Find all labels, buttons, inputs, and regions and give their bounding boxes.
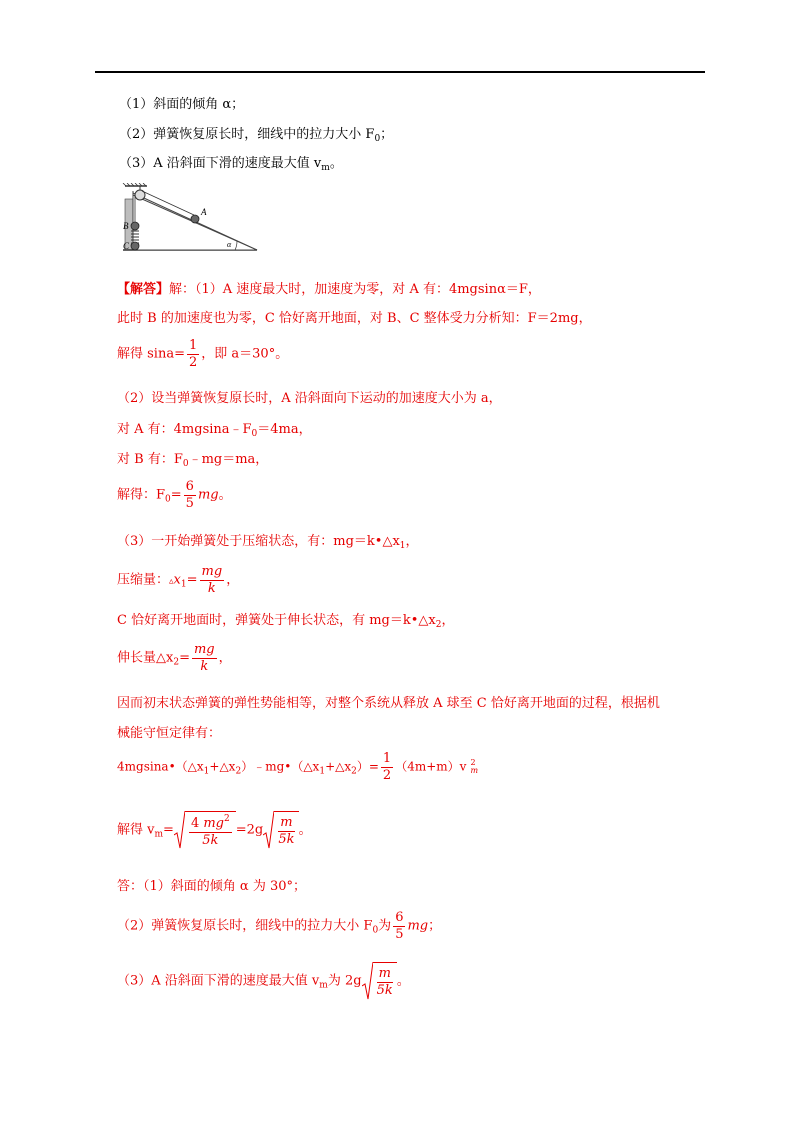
header-rule: [95, 71, 705, 73]
solution-line-7-end: 。: [218, 487, 232, 503]
frac-den: 5: [185, 495, 194, 511]
frac-num: 6: [395, 910, 404, 925]
frac-num: 1: [188, 338, 198, 353]
eq-part: +△x: [209, 759, 236, 774]
label-c: C: [123, 241, 130, 251]
solution-line-12: [117, 697, 660, 710]
answer-line-3-text: （3）A 沿斜面下滑的速度最大值 v: [117, 973, 320, 989]
superscript: 2: [470, 758, 476, 768]
frac-num: mg: [201, 564, 223, 579]
radical-sign: [263, 811, 274, 849]
solution-tag: 【解答】: [117, 282, 170, 297]
equals: =: [163, 822, 174, 838]
answer-word: 为: [378, 918, 392, 934]
solution-line-12-text: 因而初末状态弹簧的弹性势能相等，对整个系统从释放 A 球至 C 恰好离开地面的过程，根据机: [117, 696, 660, 711]
superscript: 2: [224, 813, 230, 824]
subscript: 2: [235, 766, 242, 777]
eq-part: ）﹣mg•（△x: [241, 759, 320, 774]
frac-den: 5k: [202, 832, 219, 848]
fraction-six-fifths: [184, 480, 196, 510]
mg-symbol: mg: [203, 815, 225, 831]
v-scripts: [470, 759, 478, 775]
solution-line-8: [117, 535, 419, 551]
radical-sign: [362, 962, 373, 1000]
mg-symbol: mg: [407, 918, 429, 934]
label-a: A: [201, 207, 207, 217]
solution-line-4: [117, 392, 502, 405]
radical-sign: [174, 811, 185, 849]
solution-line-10: [117, 614, 455, 630]
subscript: 2: [173, 657, 180, 668]
subscript: m: [154, 829, 164, 840]
question-2-text: （2）弹簧恢复原长时，细线中的拉力大小 F: [119, 127, 375, 142]
eq-part: （4m+m）v: [395, 759, 467, 774]
solution-line-2: [117, 312, 592, 325]
subscript: 0: [372, 925, 379, 936]
solution-line-1: [117, 283, 541, 296]
frac-den: 2: [382, 767, 392, 783]
question-1-text: （1）斜面的倾角 α；: [119, 97, 245, 112]
question-2: [119, 128, 393, 144]
answer-word: 为 2g: [327, 973, 362, 989]
solution-line-5: [117, 423, 312, 439]
solution-line-7-text: 解得：F: [117, 487, 166, 503]
coef: 4: [190, 815, 200, 831]
x-symbol: x: [173, 572, 181, 588]
delta-symbol: ▵: [169, 576, 174, 587]
ball-b: [131, 222, 139, 230]
answer-line-2: [117, 911, 441, 941]
answer-line-1: [117, 880, 306, 893]
subscript: 1: [399, 541, 406, 551]
solution-line-15-text: 解得 v: [117, 822, 155, 838]
subscript: 0: [182, 459, 189, 469]
solution-line-11-text: 伸长量△x: [117, 650, 174, 666]
eq-part: 4mgsina•（△x: [117, 759, 204, 774]
answer-line-1-text: 答：（1）斜面的倾角 α 为 30°；: [117, 879, 306, 894]
solution-line-13-text: 械能守恒定律有：: [117, 726, 222, 741]
sqrt-expression: [174, 811, 236, 849]
equals: =: [179, 650, 190, 666]
fraction-one-half: [381, 752, 393, 782]
solution-line-6-end: ﹣mg＝ma，: [188, 452, 269, 467]
frac-num: [189, 815, 232, 833]
answer-line-3-end: 。: [396, 973, 410, 989]
question-3-text: （3）A 沿斜面下滑的速度最大值 v: [119, 156, 322, 171]
frac-den: k: [207, 580, 216, 596]
frac-num: 1: [382, 751, 392, 766]
solution-line-3-text: 解得 sina=: [117, 346, 185, 362]
label-alpha: α: [227, 240, 232, 249]
frac-num: m: [280, 814, 293, 830]
solution-line-4-text: （2）设当弹簧恢复原长时，A 沿斜面向下运动的加速度大小为 a，: [117, 391, 502, 406]
fraction-mg-over-k: [192, 643, 217, 673]
subscript: m: [470, 766, 479, 776]
answer-line-2-end: ；: [428, 918, 442, 934]
solution-line-5-end: ＝4ma，: [257, 422, 312, 437]
solution-line-5-text: 对 A 有：4mgsina﹣F: [117, 422, 252, 437]
frac-num: 6: [185, 479, 194, 494]
frac-den: k: [200, 658, 209, 674]
ball-a: [191, 215, 199, 223]
incline-diagram: [117, 183, 265, 253]
question-2-end: ；: [380, 127, 394, 142]
label-b: B: [123, 221, 129, 231]
solution-line-15: [117, 811, 312, 849]
solution-line-10-end: ，: [441, 613, 455, 628]
solution-line-7: [117, 480, 232, 510]
frac-den: 2: [188, 354, 198, 370]
equals: =: [186, 572, 198, 588]
solution-line-14: [117, 752, 478, 782]
sqrt-body: [185, 811, 236, 849]
fraction-mg-over-k: [200, 565, 225, 595]
sqrt-expression: [263, 811, 298, 849]
solution-line-6-text: 对 B 有：F: [117, 452, 183, 467]
solution-line-9: [117, 565, 239, 595]
frac-den: 5k: [278, 831, 295, 847]
answer-line-2-text: （2）弹簧恢复原长时，细线中的拉力大小 F: [117, 918, 373, 934]
solution-line-11-end: ，: [218, 650, 232, 666]
solution-line-11: [117, 643, 232, 673]
eq-part: +△x: [325, 759, 352, 774]
solution-line-9-text: 压缩量：: [117, 572, 170, 588]
fraction-m-over-5k: [278, 816, 294, 846]
equals-2g: =2g: [235, 822, 264, 838]
solution-line-6: [117, 453, 268, 469]
subscript: 0: [251, 429, 258, 439]
solution-line-3-end: ，即 a＝30°。: [201, 346, 289, 362]
frac-num: m: [378, 965, 391, 981]
solution-line-13: [117, 727, 221, 740]
subscript: 1: [180, 579, 187, 590]
question-3: [119, 157, 343, 173]
solution-line-9-end: ，: [226, 572, 240, 588]
subscript: 2: [351, 766, 357, 777]
solution-line-10-text: C 恰好离开地面时，弹簧处于伸长状态，有 mg＝k•△x: [117, 613, 436, 628]
frac-num: mg: [193, 642, 215, 657]
fraction-m-over-5k: [377, 967, 393, 997]
sqrt-body: [373, 962, 397, 1000]
question-3-end: 。: [329, 156, 343, 171]
subscript: m: [319, 980, 328, 991]
fraction-4mg2-over-5k: [189, 815, 232, 847]
fraction-six-fifths: [393, 911, 405, 941]
solution-line-8-end: ，: [405, 534, 419, 549]
subscript: 1: [203, 766, 210, 777]
question-1: [119, 98, 244, 111]
frac-den: 5: [395, 926, 404, 942]
subscript: 1: [319, 766, 326, 777]
sqrt-expression: [362, 962, 397, 1000]
ball-c: [131, 242, 139, 250]
question-3-subscript: m: [321, 163, 330, 173]
mg-symbol: mg: [197, 487, 219, 503]
solution-line-8-text: （3）一开始弹簧处于压缩状态，有：mg＝k•△x: [117, 534, 400, 549]
solution-line-2-text: 此时 B 的加速度也为零，C 恰好离开地面，对 B、C 整体受力分析知：F＝2mg，: [117, 311, 592, 326]
solution-line-1-text: 解：（1）A 速度最大时，加速度为零，对 A 有：4mgsinα＝F，: [169, 282, 541, 297]
fraction-one-half: [187, 339, 199, 369]
subscript: 0: [165, 494, 171, 505]
equals: =: [170, 487, 182, 503]
answer-line-3: [117, 962, 410, 1000]
eq-part: ）=: [356, 759, 379, 774]
question-2-subscript: 0: [374, 134, 381, 144]
frac-den: 5k: [376, 982, 393, 998]
solution-line-3: [117, 339, 288, 369]
sqrt-body: [274, 811, 298, 849]
solution-line-15-end: 。: [298, 822, 312, 838]
subscript: 2: [435, 620, 442, 630]
